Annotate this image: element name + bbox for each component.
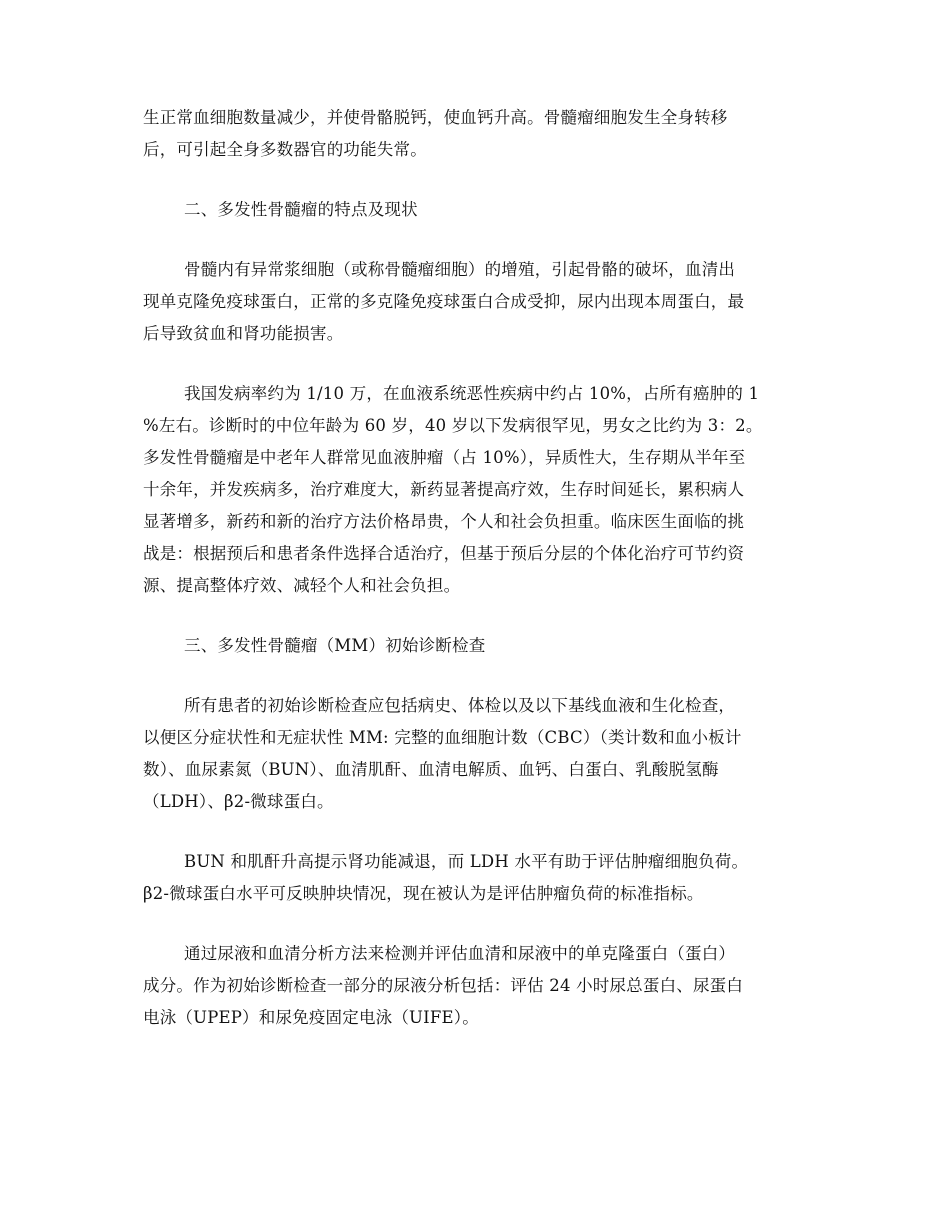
paragraph-line: BUN 和肌酐升高提示肾功能减退，而 LDH 水平有助于评估肿瘤细胞负荷。 (184, 852, 749, 871)
paragraph-line: 通过尿液和血清分析方法来检测并评估血清和尿液中的单克隆蛋白（蛋白） (184, 944, 736, 963)
paragraph-line: 生正常血细胞数量减少，并使骨骼脱钙，使血钙升高。骨髓瘤细胞发生全身转移 (143, 108, 728, 127)
paragraph-line: 显著增多，新药和新的治疗方法价格昂贵，个人和社会负担重。临床医生面临的挑 (143, 512, 745, 531)
section-heading (143, 630, 815, 662)
body-paragraph (143, 378, 815, 602)
paragraph-line: 源、提高整体疗效、减轻个人和社会负担。 (143, 576, 461, 595)
paragraph-line: 我国发病率约为 1/10 万，在血液系统恶性疾病中约占 10%，占所有癌肿的 1 (184, 384, 760, 403)
paragraph-line: 所有患者的初始诊断检查应包括病史、体检以及以下基线血液和生化检查， (184, 696, 736, 715)
paragraph-line: 现单克隆免疫球蛋白，正常的多克隆免疫球蛋白合成受抑，尿内出现本周蛋白，最 (143, 292, 745, 311)
body-paragraph (143, 938, 815, 1034)
paragraph-line: 多发性骨髓瘤是中老年人群常见血液肿瘤（占 10%），异质性大，生存期从半年至 (143, 448, 746, 467)
body-paragraph (143, 846, 815, 910)
paragraph-line: 战是：根据预后和患者条件选择合适治疗，但基于预后分层的个体化治疗可节约资 (143, 544, 745, 563)
heading-text: 三、多发性骨髓瘤（MM）初始诊断检查 (184, 636, 486, 655)
paragraph-line: 电泳（UPEP）和尿免疫固定电泳（UIFE）。 (143, 1008, 479, 1027)
paragraph-line: 数）、血尿素氮（BUN）、血清肌酐、血清电解质、血钙、白蛋白、乳酸脱氢酶 (143, 760, 719, 779)
paragraph-line: 骨髓内有异常浆细胞（或称骨髓瘤细胞）的增殖，引起骨骼的破坏，血清出 (184, 260, 736, 279)
body-paragraph (143, 102, 815, 166)
paragraph-line: β2-微球蛋白水平可反映肿块情况，现在被认为是评估肿瘤负荷的标准指标。 (143, 884, 704, 903)
paragraph-line: 成分。作为初始诊断检查一部分的尿液分析包括：评估 24 小时尿总蛋白、尿蛋白 (143, 976, 744, 995)
body-paragraph (143, 690, 815, 818)
paragraph-line: （LDH）、β2-微球蛋白。 (143, 792, 334, 811)
paragraph-line: 十余年，并发疾病多，治疗难度大，新药显著提高疗效，生存时间延长，累积病人 (143, 480, 745, 499)
paragraph-line: 以便区分症状性和无症状性 MM: 完整的血细胞计数（CBC）（类计数和血小板计 (143, 728, 742, 747)
paragraph-line: 后导致贫血和肾功能损害。 (143, 324, 344, 343)
paragraph-line: %左右。诊断时的中位年龄为 60 岁，40 岁以下发病很罕见，男女之比约为 3：2。 (143, 416, 763, 435)
section-heading (143, 194, 815, 226)
heading-text: 二、多发性骨髓瘤的特点及现状 (184, 200, 418, 219)
body-paragraph (143, 254, 815, 350)
paragraph-line: 后，可引起全身多数器官的功能失常。 (143, 140, 427, 159)
document-body (143, 102, 815, 1062)
